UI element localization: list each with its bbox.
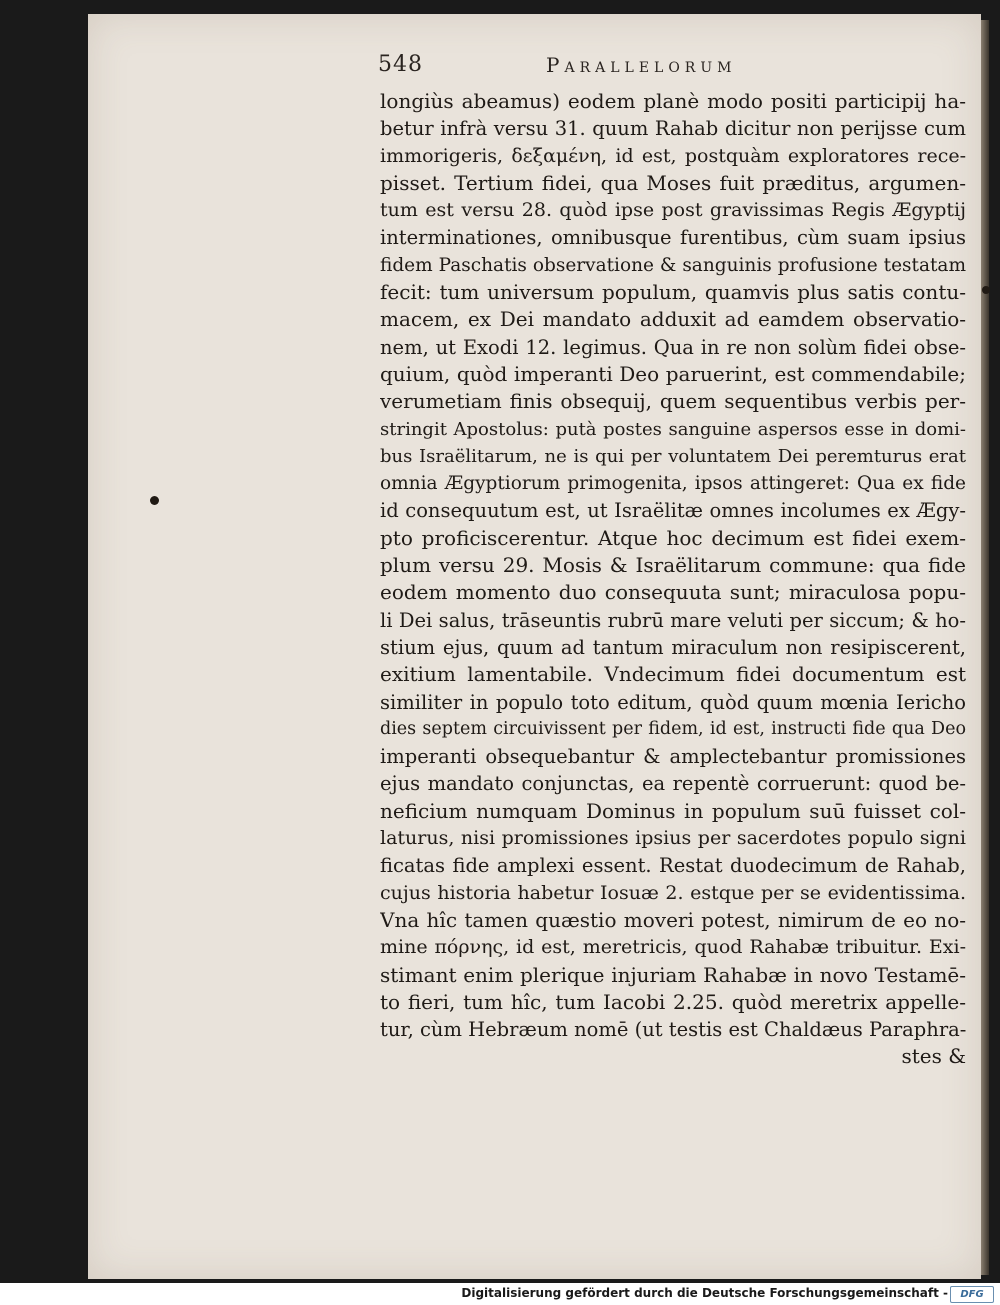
text-line: li Dei salus, trāseuntis rubrū mare veluti per siccum; & ho- — [380, 608, 966, 632]
text-line: imperanti obsequebantur & amplectebantur promissiones — [380, 745, 966, 769]
body-text — [380, 88, 966, 1071]
text-line: pisset. Tertium fidei, qua Moses fuit præditus, argumen- — [380, 170, 966, 195]
text-line: cujus historia habetur Iosuæ 2. estque per se evidentissima. — [380, 881, 966, 904]
text-line: Vna hîc tamen quæstio moveri potest, nimirum de eo no- — [380, 907, 966, 932]
text-line: bus Israëlitarum, ne is qui per voluntatem Dei peremturus erat — [380, 445, 966, 467]
running-title: Parallelorum — [546, 53, 737, 77]
footer-bar — [0, 1283, 1000, 1305]
text-line: nem, ut Exodi 12. legimus. Qua in re non solùm fidei obse- — [380, 335, 966, 359]
page-edge — [981, 20, 989, 1275]
text-line: to fieri, tum hîc, tum Iacobi 2.25. quòd meretrix appelle- — [380, 989, 966, 1014]
text-line: stes & — [901, 1044, 966, 1069]
text-line: interminationes, omnibusque furentibus, cùm suam ipsius — [380, 226, 966, 250]
page-number: 548 — [378, 52, 423, 77]
margin-mark-right — [982, 286, 990, 294]
text-line: longiùs abeamus) eodem planè modo positi participij ha- — [380, 89, 966, 113]
text-line: tur, cùm Hebræum nomē (ut testis est Chaldæus Paraphra- — [380, 1018, 966, 1042]
text-line: laturus, nisi promissiones ipsius per sacerdotes populo signi — [380, 827, 966, 850]
text-line: eodem momento duo consequuta sunt; miraculosa popu- — [380, 580, 966, 605]
text-line: betur infrà versu 31. quum Rahab dicitur non perijsse cum — [380, 117, 966, 141]
text-line: pto proficiscerentur. Atque hoc decimum est fidei exem- — [380, 525, 966, 550]
text-line: stimant enim plerique injuriam Rahabæ in novo Testamē- — [380, 962, 966, 987]
text-line: ficatas fide amplexi essent. Restat duodecimum de Rahab, — [380, 854, 966, 878]
text-line: stium ejus, quum ad tantum miraculum non resipiscerent, — [380, 635, 966, 659]
funding-credit: Digitalisierung gefördert durch die Deutsche Forschungsgemeinschaft - — [461, 1286, 948, 1300]
text-line: similiter in populo toto editum, quòd quum mœnia Iericho — [380, 690, 966, 714]
dfg-logo: DFG — [950, 1286, 994, 1303]
text-line: stringit Apostolus: putà postes sanguine aspersos esse in domi- — [380, 418, 966, 440]
text-line: ejus mandato conjunctas, ea repentè corruerunt: quod be- — [380, 772, 966, 796]
text-line: neficium numquam Dominus in populum suū fuisset col- — [380, 798, 966, 823]
text-line: quium, quòd imperanti Deo paruerint, est commendabile; — [380, 361, 966, 386]
page-header — [378, 50, 818, 86]
text-line: fidem Paschatis observatione & sanguinis profusione testatam — [380, 254, 966, 276]
text-line: tum est versu 28. quòd ipse post gravissimas Regis Ægyptij — [380, 199, 966, 222]
text-line: dies septem circuivissent per fidem, id est, instructi fide qua Deo — [380, 718, 966, 739]
text-line: omnia Ægyptiorum primogenita, ipsos attingeret: Qua ex fide — [380, 473, 966, 495]
text-line: plum versu 29. Mosis & Israëlitarum commune: qua fide — [380, 553, 966, 578]
text-line: macem, ex Dei mandato adduxit ad eamdem observatio- — [380, 307, 966, 332]
text-line: exitium lamentabile. Vndecimum fidei documentum est — [380, 662, 966, 687]
text-line: fecit: tum universum populum, quamvis plus satis contu- — [380, 280, 966, 305]
text-line: verumetiam finis obsequij, quem sequentibus verbis per- — [380, 389, 966, 414]
text-line: mine πόρνης, id est, meretricis, quod Rahabæ tribuitur. Exi- — [380, 936, 966, 959]
text-line: id consequutum est, ut Israëlitæ omnes incolumes ex Ægy- — [380, 499, 966, 523]
text-line: immorigeris, δεξαμένη, id est, postquàm exploratores rece- — [380, 144, 966, 167]
margin-mark-left — [150, 496, 159, 505]
